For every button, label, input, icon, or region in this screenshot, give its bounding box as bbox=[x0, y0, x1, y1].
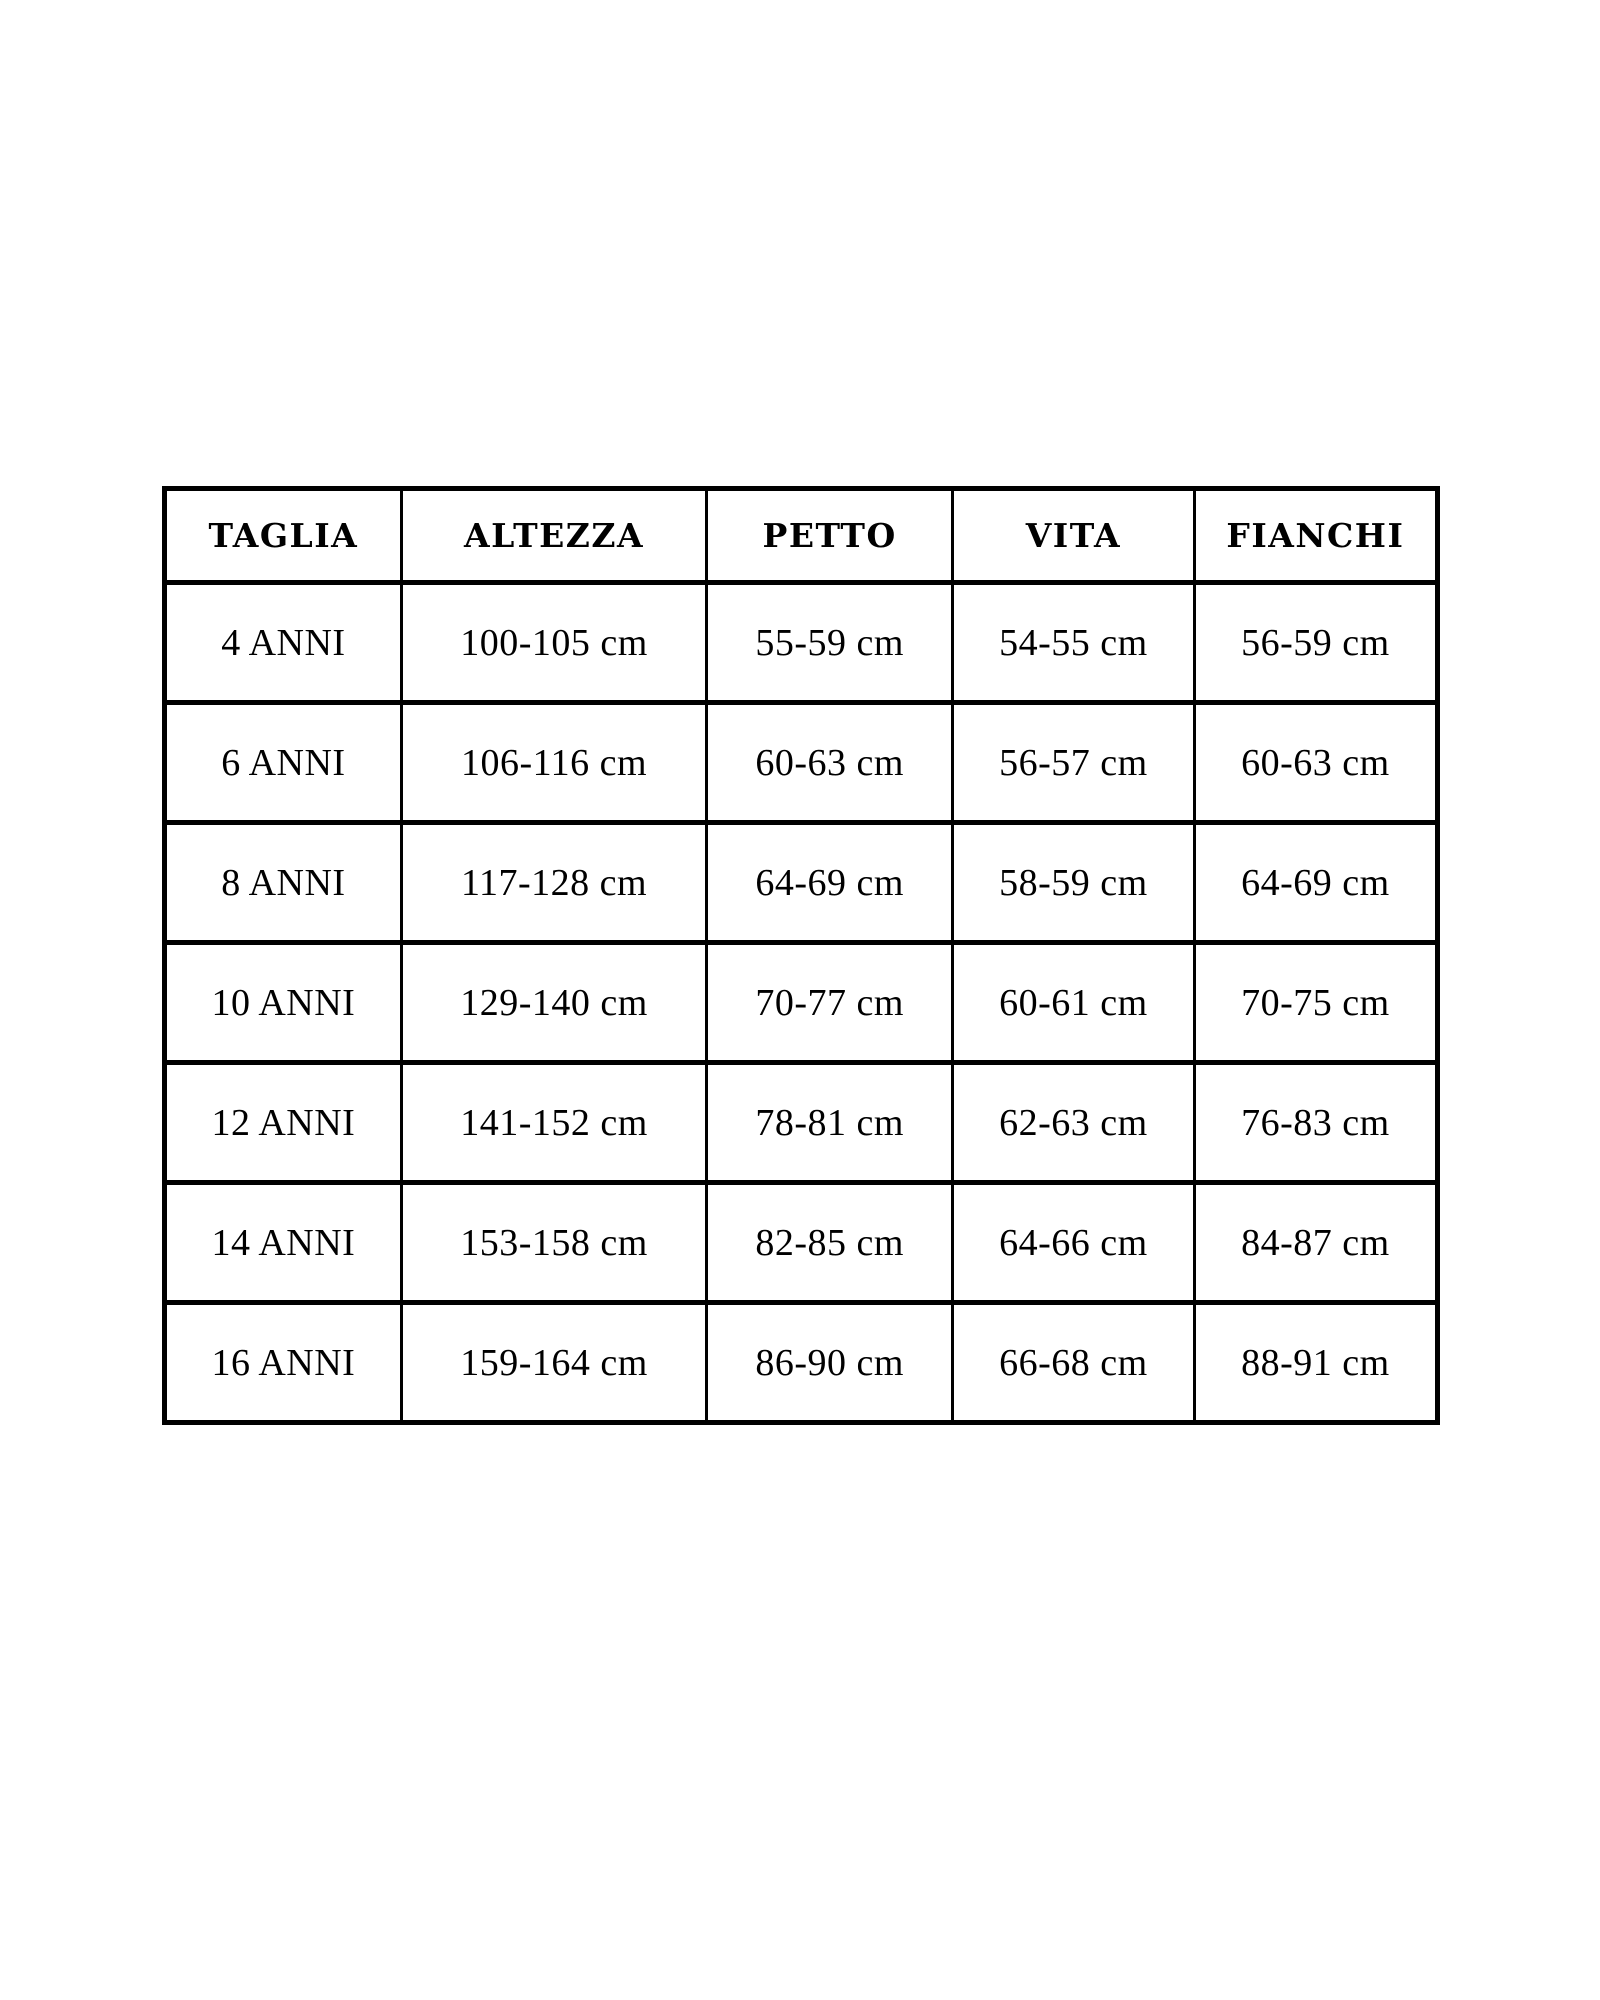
cell-taglia: 8 ANNI bbox=[165, 823, 402, 943]
table-row-6-anni bbox=[165, 703, 1438, 823]
cell-altezza: 159-164 cm bbox=[401, 1303, 707, 1423]
cell-vita: 64-66 cm bbox=[952, 1183, 1194, 1303]
cell-altezza: 129-140 cm bbox=[401, 943, 707, 1063]
cell-vita: 66-68 cm bbox=[952, 1303, 1194, 1423]
cell-petto: 82-85 cm bbox=[707, 1183, 953, 1303]
cell-fianchi: 56-59 cm bbox=[1194, 583, 1437, 703]
cell-altezza: 117-128 cm bbox=[401, 823, 707, 943]
cell-taglia: 4 ANNI bbox=[165, 583, 402, 703]
column-header-fianchi: FIANCHI bbox=[1194, 489, 1437, 583]
cell-petto: 86-90 cm bbox=[707, 1303, 953, 1423]
cell-fianchi: 70-75 cm bbox=[1194, 943, 1437, 1063]
cell-altezza: 153-158 cm bbox=[401, 1183, 707, 1303]
cell-vita: 54-55 cm bbox=[952, 583, 1194, 703]
table-row-4-anni bbox=[165, 583, 1438, 703]
column-header-altezza: ALTEZZA bbox=[401, 489, 707, 583]
cell-petto: 70-77 cm bbox=[707, 943, 953, 1063]
cell-fianchi: 84-87 cm bbox=[1194, 1183, 1437, 1303]
cell-taglia: 6 ANNI bbox=[165, 703, 402, 823]
cell-taglia: 14 ANNI bbox=[165, 1183, 402, 1303]
cell-petto: 60-63 cm bbox=[707, 703, 953, 823]
cell-vita: 56-57 cm bbox=[952, 703, 1194, 823]
cell-petto: 78-81 cm bbox=[707, 1063, 953, 1183]
cell-fianchi: 88-91 cm bbox=[1194, 1303, 1437, 1423]
table-row-8-anni bbox=[165, 823, 1438, 943]
cell-altezza: 106-116 cm bbox=[401, 703, 707, 823]
size-chart-table bbox=[162, 486, 1440, 1425]
cell-altezza: 141-152 cm bbox=[401, 1063, 707, 1183]
cell-petto: 55-59 cm bbox=[707, 583, 953, 703]
cell-fianchi: 60-63 cm bbox=[1194, 703, 1437, 823]
cell-fianchi: 76-83 cm bbox=[1194, 1063, 1437, 1183]
cell-vita: 60-61 cm bbox=[952, 943, 1194, 1063]
cell-petto: 64-69 cm bbox=[707, 823, 953, 943]
cell-fianchi: 64-69 cm bbox=[1194, 823, 1437, 943]
cell-vita: 58-59 cm bbox=[952, 823, 1194, 943]
table-row-14-anni bbox=[165, 1183, 1438, 1303]
column-header-taglia: TAGLIA bbox=[165, 489, 402, 583]
cell-altezza: 100-105 cm bbox=[401, 583, 707, 703]
table-row-16-anni bbox=[165, 1303, 1438, 1423]
table-row-10-anni bbox=[165, 943, 1438, 1063]
cell-taglia: 16 ANNI bbox=[165, 1303, 402, 1423]
column-header-vita: VITA bbox=[952, 489, 1194, 583]
table-header-row bbox=[165, 489, 1438, 583]
cell-vita: 62-63 cm bbox=[952, 1063, 1194, 1183]
column-header-petto: PETTO bbox=[707, 489, 953, 583]
cell-taglia: 10 ANNI bbox=[165, 943, 402, 1063]
cell-taglia: 12 ANNI bbox=[165, 1063, 402, 1183]
table-row-12-anni bbox=[165, 1063, 1438, 1183]
